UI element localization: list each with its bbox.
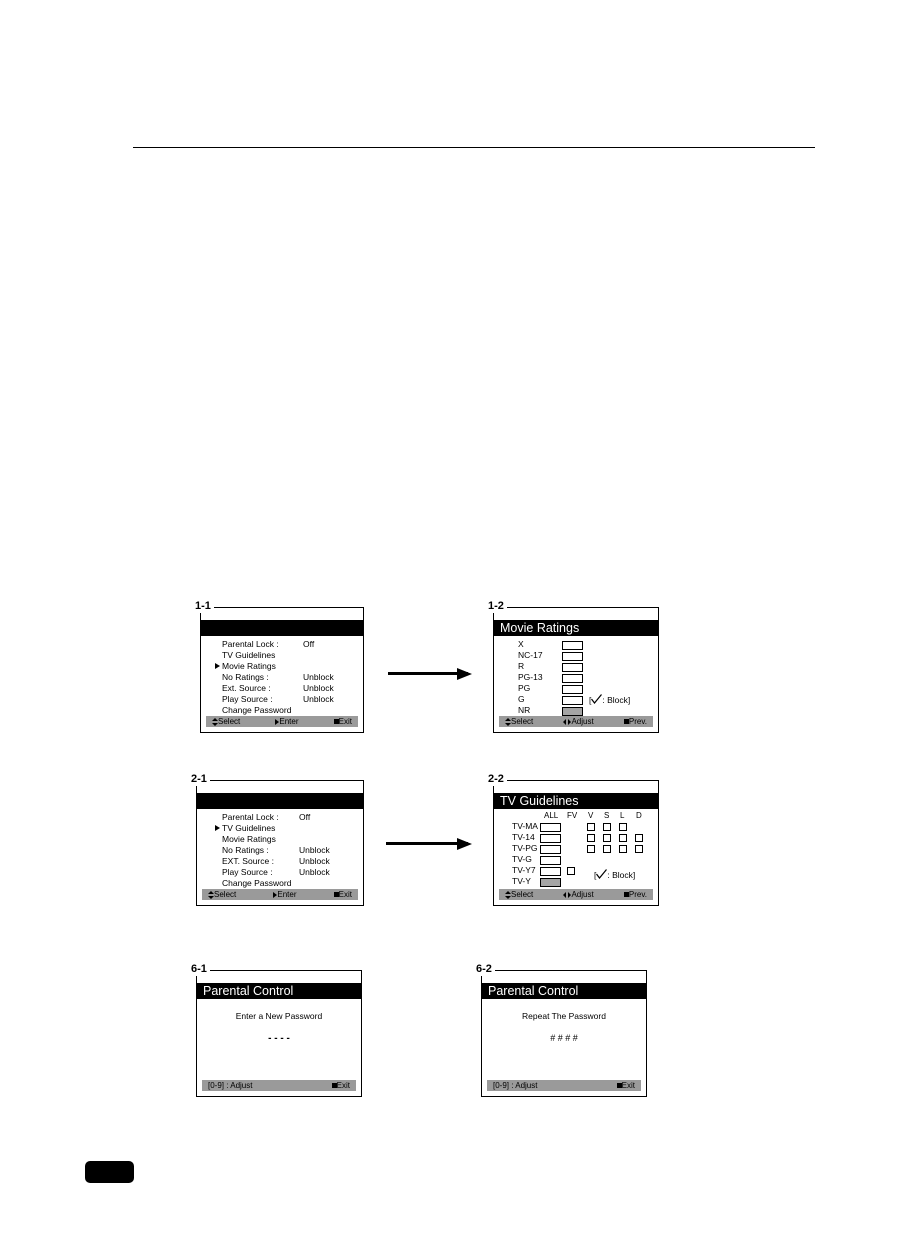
menu-item-value: Unblock [303,683,334,693]
status-select: Select [218,717,241,726]
guideline-tv-y[interactable] [512,876,531,887]
tv-pg-l-checkbox[interactable] [619,845,627,853]
status-bar [499,716,653,727]
status-bar [499,889,653,900]
menu-item-label: Play Source : [222,694,273,704]
menu-item-label: No Ratings : [222,845,269,855]
status-select: Select [214,890,237,899]
header-rule [133,147,815,148]
screen-6-1 [191,963,362,1097]
menu-item-value: Unblock [299,867,330,877]
password-entry[interactable]: # # # # [550,1033,578,1043]
block-legend [589,694,630,706]
legend-bracket: [ [594,870,597,880]
column-fv: FV [567,811,578,820]
guideline-tv-pg[interactable] [512,843,538,854]
menu-item-value: Unblock [303,694,334,704]
guideline-label: TV-14 [512,832,535,842]
menu-item-label: Movie Ratings [222,661,276,671]
tv-ma-s-checkbox[interactable] [603,823,611,831]
rating-pg-13-checkbox[interactable] [562,674,583,683]
rating-label: G [518,694,525,704]
tv-y7-all-checkbox[interactable] [540,867,561,876]
tv-pg-s-checkbox[interactable] [603,845,611,853]
tv-ma-v-checkbox[interactable] [587,823,595,831]
status-exit: Exit [338,890,352,899]
tv-g-all-checkbox[interactable] [540,856,561,865]
tv-14-all-checkbox[interactable] [540,834,561,843]
menu-item-label: Parental Lock : [222,812,279,822]
tv-pg-all-checkbox[interactable] [540,845,561,854]
selection-cursor-icon [215,663,220,669]
rating-r-checkbox[interactable] [562,663,583,672]
screen-label: 1-2 [488,599,507,613]
tv-14-s-checkbox[interactable] [603,834,611,842]
menu-title: TV Guidelines [494,793,658,809]
screen-label: 6-1 [191,962,210,976]
menu-item-value: Off [303,639,315,649]
status-prev: Prev. [628,890,647,899]
guideline-tv-y7[interactable] [512,865,536,876]
tv-pg-v-checkbox[interactable] [587,845,595,853]
status-adjust: [0-9] : Adjust [493,1081,538,1090]
menu-item-value: Unblock [299,845,330,855]
rating-nr-checkbox[interactable] [562,707,583,716]
guideline-tv-14[interactable] [512,832,535,843]
status-bar [202,1080,356,1091]
password-prompt: Repeat The Password [522,1011,606,1021]
status-exit: Exit [621,1081,635,1090]
status-select: Select [511,717,534,726]
menu-item-label: Change Password [222,705,292,715]
menu-item-label: Play Source : [222,867,273,877]
column-v: V [588,811,594,820]
menu-item-value: Unblock [299,856,330,866]
password-entry[interactable]: - - - - [268,1033,290,1044]
rating-label: X [518,639,524,649]
rating-pg-13[interactable] [518,672,543,683]
column-s: S [604,811,610,820]
rating-label: NR [518,705,531,715]
rating-label: PG [518,683,531,693]
tv-14-l-checkbox[interactable] [619,834,627,842]
rating-g[interactable] [518,694,525,705]
status-bar [487,1080,641,1091]
tv-14-v-checkbox[interactable] [587,834,595,842]
legend-text: : Block] [607,870,636,880]
rating-g-checkbox[interactable] [562,696,583,705]
rating-label: R [518,661,525,671]
menu-item-label: Ext. Source : [222,683,271,693]
block-legend [594,869,635,881]
screen-2-2 [488,773,659,906]
tv-14-d-checkbox[interactable] [635,834,643,842]
status-bar [206,716,358,727]
rating-nr[interactable] [518,705,530,716]
rating-pg[interactable] [518,683,530,694]
status-enter: Enter [277,890,297,899]
guideline-label: TV-MA [512,821,538,831]
menu-title: Parental Control [482,983,646,999]
menu-item-label: Change Password [222,878,292,888]
page-number-badge [85,1161,134,1183]
menu-item-value: Off [299,812,311,822]
status-bar [202,889,358,900]
rating-label: PG-13 [518,672,543,682]
guideline-tv-g[interactable] [512,854,532,865]
menu-item-label: TV Guidelines [222,823,276,833]
rating-r[interactable] [518,661,524,672]
selection-cursor-icon [215,825,220,831]
rating-x[interactable] [518,639,524,650]
column-d: D [636,811,642,820]
status-adjust: Adjust [571,717,594,726]
rating-label: NC-17 [518,650,543,660]
column-all: ALL [544,811,559,820]
status-enter: Enter [279,717,299,726]
menu-item-label: No Ratings : [222,672,269,682]
screen-label: 2-2 [488,772,507,786]
menu-item-label: Parental Lock : [222,639,279,649]
screen-label: 6-2 [476,962,495,976]
tv-y7-fv-checkbox[interactable] [567,867,575,875]
checkmark-icon [596,869,607,879]
rating-nc-17-checkbox[interactable] [562,652,583,661]
legend-bracket: [ [589,695,592,705]
menu-item-label: TV Guidelines [222,650,276,660]
menu-item-label: Movie Ratings [222,834,276,844]
guideline-label: TV-PG [512,843,538,853]
tv-ma-all-checkbox[interactable] [540,823,561,832]
menu-title: Parental Control [197,983,361,999]
status-adjust: [0-9] : Adjust [208,1081,253,1090]
column-l: L [620,811,625,820]
checkmark-icon [591,694,602,704]
arrow-right-icon [386,842,468,845]
status-prev: Prev. [628,717,647,726]
status-adjust: Adjust [571,890,594,899]
menu-title-bar [201,620,363,636]
tv-y-all-checkbox[interactable] [540,878,561,887]
screen-6-2 [476,963,647,1097]
guideline-label: TV-G [512,854,532,864]
rating-nc-17[interactable] [518,650,543,661]
guideline-tv-ma[interactable] [512,821,538,832]
legend-text: : Block] [602,695,631,705]
tv-ma-l-checkbox[interactable] [619,823,627,831]
screen-label: 2-1 [191,772,210,786]
screen-1-1 [195,600,364,733]
menu-item-value: Unblock [303,672,334,682]
rating-pg-checkbox[interactable] [562,685,583,694]
arrow-right-icon [388,672,468,675]
password-prompt: Enter a New Password [235,1011,323,1021]
rating-x-checkbox[interactable] [562,641,583,650]
guideline-label: TV-Y7 [512,865,536,875]
guideline-label: TV-Y [512,876,531,886]
menu-title-bar [197,793,363,809]
menu-item-label: EXT. Source : [222,856,274,866]
screen-label: 1-1 [195,599,214,613]
tv-pg-d-checkbox[interactable] [635,845,643,853]
screen-1-2 [488,600,659,733]
status-exit: Exit [336,1081,350,1090]
status-select: Select [511,890,534,899]
screen-2-1 [191,773,364,906]
status-exit: Exit [338,717,352,726]
menu-title: Movie Ratings [494,620,658,636]
